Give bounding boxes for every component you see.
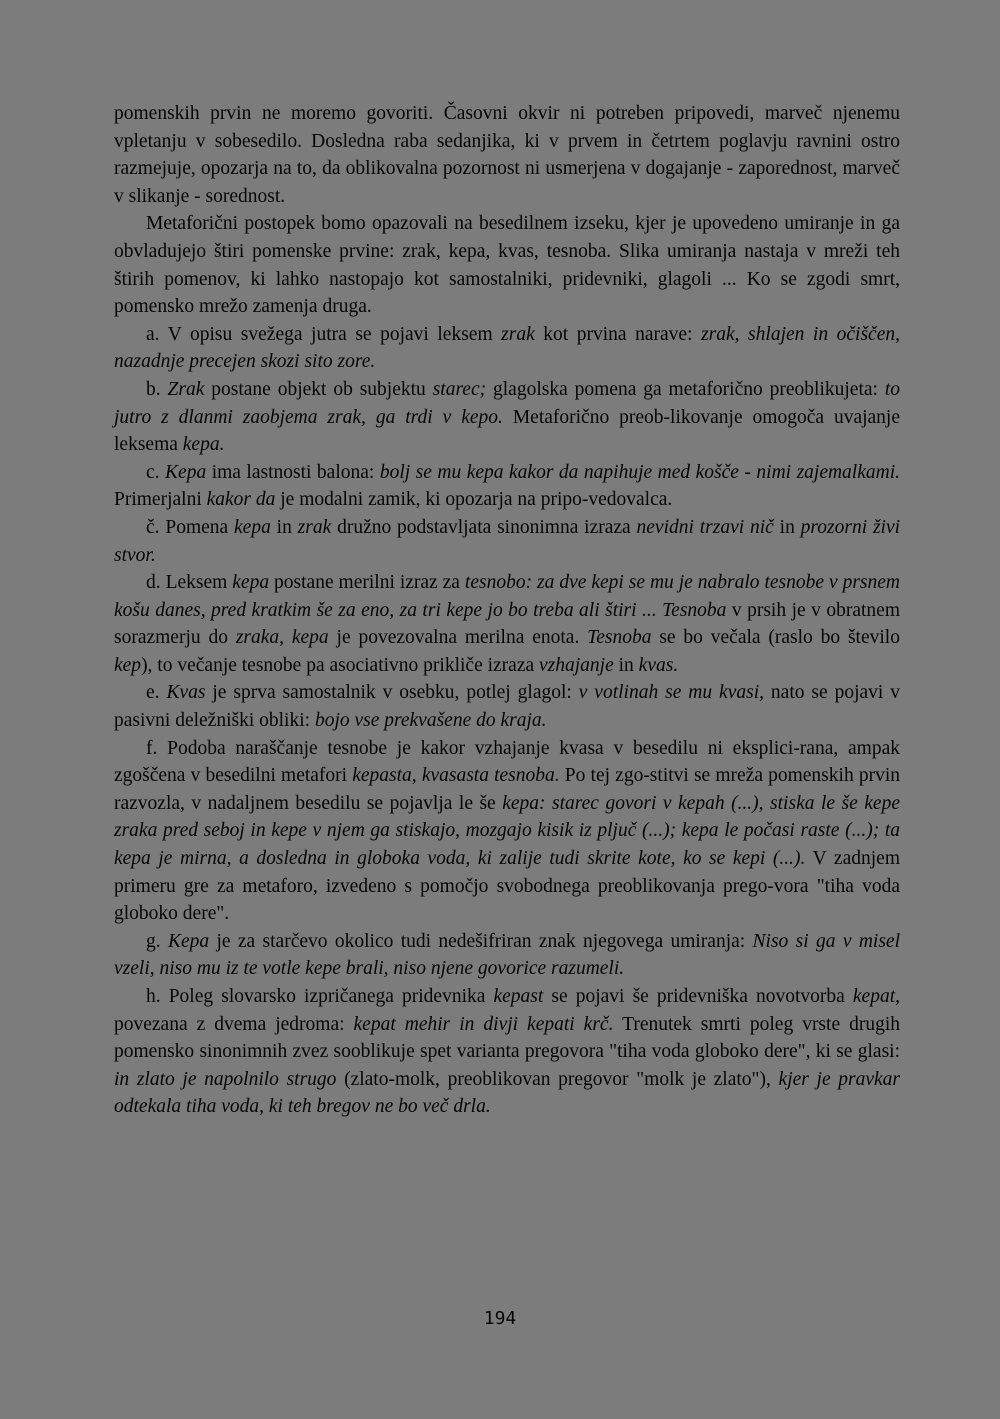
item-cc-italic-1: kepa [234,516,271,538]
item-f-text-1: f. Podoba naraščanje tesnobe je kakor vzhajanje kvasa v besedilu ni eksplici-rana, ampak zgoščena v besedilni metafori [114,737,900,787]
item-c [114,459,900,514]
item-b-text-3: glagolska pomena ga metaforično preoblikujeta: [486,378,885,400]
item-g [114,928,900,983]
item-h-text-3: povezana z dvema jedroma: [114,1013,354,1035]
item-d-text-6: ), to večanje tesnobe pa asociativno prikliče izraza [141,654,540,676]
item-cc-italic-4: prozorni živi stvor. [114,516,901,566]
item-g-italic-2: Niso si ga v misel vzeli, niso mu iz te votle kepe brali, niso njene govorice razumeli. [114,930,900,980]
item-c-text-1: c. [146,461,166,483]
item-h-italic-3: kepat mehir in divji kepati krč. [353,1013,614,1035]
item-b-text-2: postane objekt ob subjektu [204,378,433,400]
item-g-text-1: g. [146,930,168,952]
item-cc-italic-3: nevidni trzavi nič [636,516,774,538]
item-h-text-5: (zlato-molk, preoblikovan pregovor "molk je zlato"), [336,1068,779,1090]
item-d-italic-1: kepa [232,572,270,594]
body-text [114,100,900,1121]
item-d-italic-3: zraka, kepa [235,627,329,649]
item-g-italic-1: Kepa [167,930,210,952]
item-c-italic-2: bolj se mu kepa kakor da napihuje med košče - nimi zajemalkami. [379,461,901,483]
item-c-text-4: je modalni zamik, ki opozarja na pripo-vedovalca. [275,489,673,511]
item-e-text-2: je sprva samostalnik v osebku, potlej glagol: [205,682,579,704]
item-c-italic-1: Kepa [165,461,207,483]
item-d-italic-5: kep [114,654,142,676]
item-h-italic-2: kepat, [852,986,900,1007]
item-a-text-2: kot prvina narave: [534,323,702,345]
item-d-italic-2: tesnobo: za dve kepi se mu je nabralo tesnobe v prsnem košu danes, pred kratkim še za eno, za tri kepe jo bo treba ali štiri ... Tesnoba [114,572,901,621]
item-f [114,735,900,928]
paragraph-intro-1: pomenskih prvin ne moremo govoriti. Časovni okvir ni potreben pripovedi, marveč njenemu vpletanju v sobesedilo. Dosledna raba sedanjika, ki v prvem in četrtem poglavju ravnini ostro razmejuje, opozarja na to, da oblikovalna pozornost ni usmerjena v dogajanje - zaporednost, marveč v slikanje - sorednost. [114,103,900,207]
item-d-text-7: in [613,654,639,676]
item-h-italic-5: kjer je pravkar odtekala tiha voda, ki teh bregov ne bo več drla. [114,1068,901,1118]
paragraph-intro-2: Metaforični postopek bomo opazovali na besedilnem izseku, kjer je upovedeno umiranje in ga obvladujejo štiri pomenske prvine: zrak, kepa, kvas, tesnoba. Slika umiranja nastaja v mreži teh štirih pomenov, ki lahko nastopajo kot samostalniki, pridevniki, glagoli ... Ko se zgodi smrt, pomensko mrežo zamenja druga. [114,213,900,318]
item-c-italic-3: kakor da [206,489,276,511]
item-h-text-2: se pojavi še pridevniška novotvorba [543,986,853,1007]
page-number: 194 [483,1308,517,1329]
item-d-italic-7: kvas. [638,654,679,676]
item-f-text-3: V zadnjem primeru gre za metaforo, izvedeno s pomočjo svobodnega preoblikovanja prego-vora "tiha voda globoko dere". [114,848,900,925]
item-f-text-2: Po tej zgo-stitvi se mreža pomenskih prvin razvozla, v nadaljnem besedilu se pojavlja le še [114,765,900,814]
item-h [114,983,900,1121]
item-cc-text-3: družno podstavljata sinonimna izraza [331,516,637,538]
item-c-text-2: ima lastnosti balona: [206,461,380,483]
item-d-italic-6: vzhajanje [539,654,614,676]
item-b-italic-4: kepa. [182,434,225,456]
item-d-text-3: v prsih je v obratnem sorazmerju do [114,599,900,649]
item-e-text-3: nato se pojavi v pasivni deležniški obliki: [114,682,900,732]
item-f-italic-2: kepa: starec govori v kepah (...), stiska le še kepe zraka pred seboj in kepe v njem ga stiskajo, mozgajo kisik iz pljuč (...); kepa le počasi raste (...); ta kepa je mirna, a dosledna in globoka voda, ki zalije tudi skrite kote, ko se kepi (...). [114,792,900,870]
item-a-text-1: a. V opisu svežega jutra se pojavi leksem [146,323,502,345]
item-h-italic-4: in zlato je napolnilo strugo [114,1068,337,1090]
item-d-italic-4: Tesnoba [587,627,652,649]
item-b-text-1: b. [146,378,168,400]
item-b [114,376,900,459]
item-e-italic-1: Kvas [166,682,206,704]
item-d-text-2: postane merilni izraz za [269,572,465,594]
item-cc-text-1: č. Pomena [146,516,235,538]
item-b-italic-3: to jutro z dlanmi zaobjema zrak, ga trdi v kepo. [114,378,900,428]
item-d-text-4: je povezovalna merilna enota. [328,627,588,649]
item-d [114,569,900,679]
item-c-text-3: Primerjalni [114,489,207,511]
item-b-text-4: Metaforično preob-likovanje omogoča uvajanje leksema [114,406,900,456]
item-e-italic-2: v votlinah se mu kvasi, [578,682,764,704]
item-a-italic-2: zrak, shlajen in očiščen, nazadnje precejen skozi sito zore. [114,323,900,373]
item-g-text-2: je za starčevo okolico tudi nedešifriran znak njegovega umiranja: [209,930,753,952]
item-d-text-1: d. Leksem [146,572,233,594]
item-h-text-4: Trenutek smrti poleg vrste drugih pomensko sinonimnih zvez sooblikuje spet varianta pregovora "tiha voda globoko dere", ki se glasi: [114,1013,900,1063]
item-h-italic-1: kepast [493,986,544,1007]
item-b-italic-2: starec; [432,378,487,400]
item-d-text-5: se bo večala (raslo bo število [651,627,900,649]
item-a-italic-1: zrak [501,323,535,345]
item-a [114,321,900,376]
item-cc-italic-2: zrak [297,516,332,538]
item-e-italic-3: bojo vse prekvašene do kraja. [314,710,547,732]
item-b-italic-1: Zrak [167,378,205,400]
item-cc-text-2: in [270,516,298,538]
item-h-text-1: h. Poleg slovarsko izpričanega pridevnika [146,986,494,1007]
item-e-text-1: e. [146,682,167,704]
item-f-italic-1: kepasta, kvasasta tesnoba. [352,765,560,787]
item-e [114,679,900,734]
item-cc [114,514,900,569]
item-cc-text-4: in [773,516,801,538]
